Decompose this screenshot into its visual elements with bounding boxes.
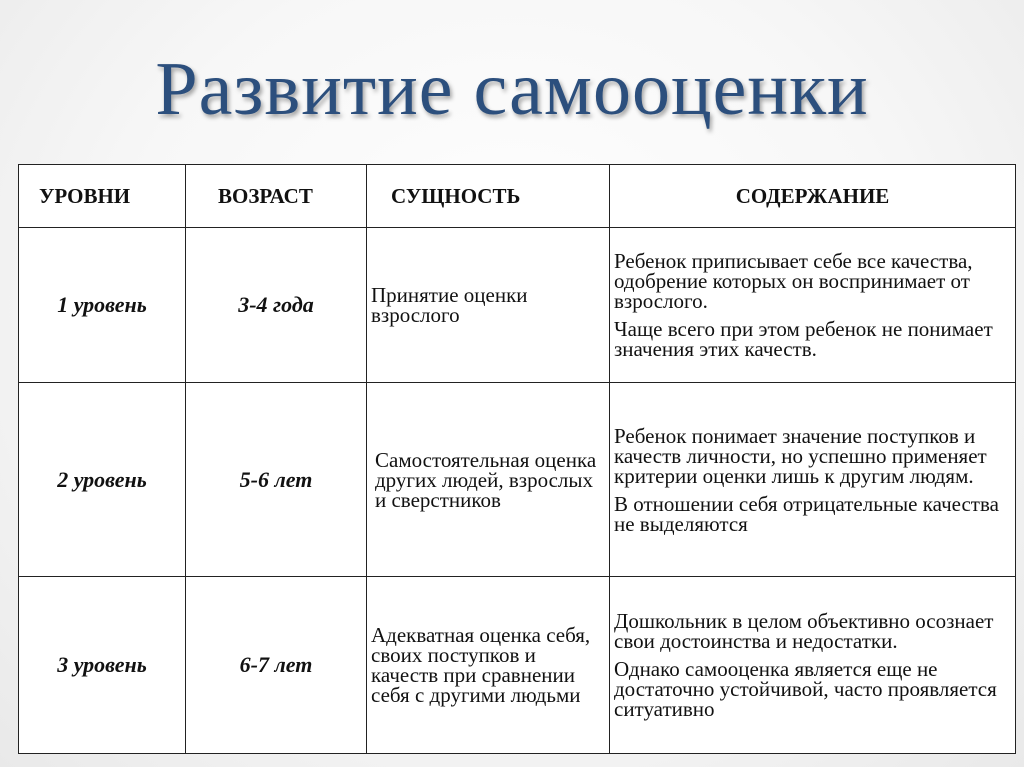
header-levels: УРОВНИ xyxy=(19,165,186,228)
slide-title: Развитие самооценки xyxy=(155,47,869,131)
content-paragraph: В отношении себя отрицательные качества не выделяются xyxy=(614,491,999,536)
content-cell xyxy=(610,577,1016,754)
age-cell: 6-7 лет xyxy=(186,577,367,754)
level-cell: 3 уровень xyxy=(19,577,186,754)
content-cell xyxy=(610,228,1016,383)
table-row xyxy=(19,383,1016,577)
level-cell: 2 уровень xyxy=(19,383,186,577)
content-cell xyxy=(610,383,1016,577)
essence-cell: Самостоятельная оценка других людей, взрослых и сверстников xyxy=(367,383,610,577)
age-cell: 5-6 лет xyxy=(186,383,367,577)
header-content: СОДЕРЖАНИЕ xyxy=(610,165,1016,228)
essence-cell: Адекватная оценка себя, своих поступков и качеств при сравнении себя с другими людьми xyxy=(367,577,610,754)
content-paragraph: Чаще всего при этом ребенок не понимает значения этих качеств. xyxy=(614,317,993,361)
header-age: ВОЗРАСТ xyxy=(186,165,367,228)
self-esteem-table xyxy=(18,164,1016,754)
table-header-row xyxy=(19,165,1016,228)
level-cell: 1 уровень xyxy=(19,228,186,383)
content-paragraph: Ребенок понимает значение поступков и качеств личности, но успешно применяет критерии оценки лишь к другим людям. xyxy=(614,423,987,488)
table-row xyxy=(19,577,1016,754)
table-row xyxy=(19,228,1016,383)
age-cell: 3-4 года xyxy=(186,228,367,383)
header-essence: СУЩНОСТЬ xyxy=(367,165,610,228)
content-paragraph: Однако самооценка является еще не достаточно устойчивой, часто проявляется ситуативно xyxy=(614,657,997,721)
content-paragraph: Дошкольник в целом объективно осознает свои достоинства и недостатки. xyxy=(614,609,994,653)
content-paragraph: Ребенок приписывает себе все качества, одобрение которых он воспринимает от взрослого. xyxy=(614,249,973,313)
essence-cell: Принятие оценки взрослого xyxy=(367,228,610,383)
